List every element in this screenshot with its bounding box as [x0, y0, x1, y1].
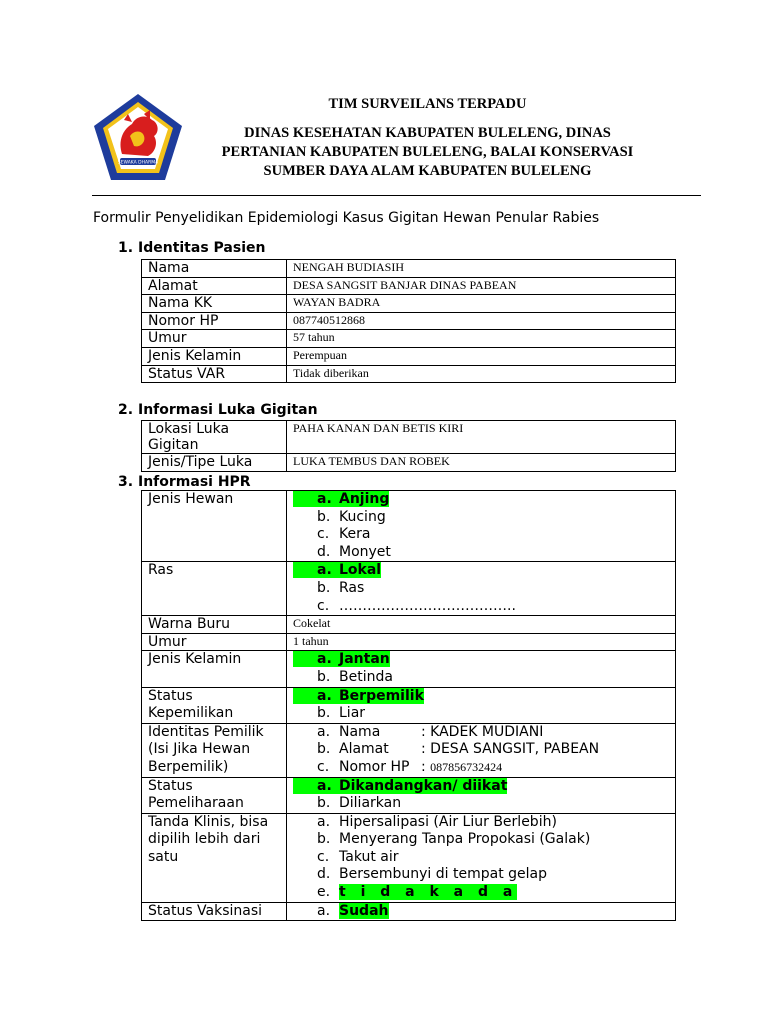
row-options: [287, 723, 676, 777]
option-a: a. Jantan: [293, 651, 669, 669]
table-row: [142, 491, 676, 562]
hpr-info-table: [141, 490, 676, 921]
option-b: b. Menyerang Tanpa Propokasi (Galak): [317, 831, 591, 848]
section-2-heading: [118, 402, 318, 418]
label-line: Status: [148, 777, 193, 794]
row-label: Jenis Kelamin: [142, 651, 287, 687]
option-b: b. Kucing: [317, 508, 386, 525]
regency-emblem-logo: [92, 92, 184, 184]
table-row: [142, 616, 676, 634]
table-row: [142, 562, 676, 616]
header-subtitle-line-3: SUMBER DAYA ALAM KABUPATEN BULELENG: [263, 163, 592, 179]
row-value: WAYAN BADRA: [287, 295, 676, 313]
section-1-heading: [118, 240, 265, 256]
section-2-number: 2.: [118, 402, 134, 418]
row-label: Nomor HP: [142, 312, 287, 330]
label-line: satu: [148, 848, 179, 865]
table-row: [142, 260, 676, 278]
section-1-number: 1.: [118, 240, 134, 256]
table-row: [142, 330, 676, 348]
row-options: [287, 777, 676, 813]
option-e: e. t i d a k a d a: [317, 884, 518, 901]
row-label: Warna Buru: [142, 616, 287, 634]
table-row: [142, 777, 676, 813]
table-row: [142, 312, 676, 330]
table-row: [142, 633, 676, 651]
row-options: [287, 491, 676, 562]
option-a: a. Sudah: [317, 902, 389, 919]
row-options: [287, 902, 676, 921]
row-label: Umur: [142, 633, 287, 651]
header-subtitle-line-2: PERTANIAN KABUPATEN BULELENG, BALAI KONSERVASI: [221, 144, 634, 160]
row-label: Nama KK: [142, 295, 287, 313]
table-row: [142, 347, 676, 365]
row-label: Status Vaksinasi: [142, 902, 287, 921]
section-2-title: Informasi Luka Gigitan: [138, 402, 318, 418]
owner-address: b. Alamat : DESA SANGSIT, PABEAN: [317, 741, 600, 758]
row-value: LUKA TEMBUS DAN ROBEK: [287, 454, 676, 472]
table-row: [142, 421, 676, 454]
owner-phone: c. Nomor HP : 087856732424: [317, 758, 503, 775]
option-a: a. Anjing: [293, 491, 669, 509]
row-label: Umur: [142, 330, 287, 348]
patient-identity-table: [141, 259, 676, 383]
row-value: Perempuan: [287, 347, 676, 365]
table-row: [142, 813, 676, 902]
label-line: Pemeliharaan: [148, 795, 244, 812]
row-label: Jenis/Tipe Luka: [142, 454, 287, 472]
row-value: 57 tahun: [287, 330, 676, 348]
row-label: Jenis Hewan: [142, 491, 287, 562]
option-a: a. Berpemilik: [293, 688, 669, 706]
row-value: 1 tahun: [287, 633, 676, 651]
row-value: 087740512868: [287, 312, 676, 330]
row-options: [287, 651, 676, 687]
row-label: [142, 813, 287, 902]
option-a: a. Hipersalipasi (Air Liur Berlebih): [317, 813, 557, 830]
row-label: Alamat: [142, 277, 287, 295]
table-row: [142, 651, 676, 687]
row-value: Cokelat: [287, 616, 676, 634]
option-b: b. Ras: [317, 579, 365, 596]
label-line: Berpemilik): [148, 758, 229, 775]
row-value: Tidak diberikan: [287, 365, 676, 383]
logo-motto-text: SEWAKA DHARMA: [117, 160, 159, 166]
row-label: [142, 723, 287, 777]
option-a: a. Lokal: [293, 562, 669, 580]
row-options: [287, 687, 676, 723]
table-row: [142, 902, 676, 921]
row-label: Jenis Kelamin: [142, 347, 287, 365]
table-row: [142, 295, 676, 313]
header-subtitle-line-1: DINAS KESEHATAN KABUPATEN BULELENG, DINAS: [244, 125, 611, 141]
option-a: a. Dikandangkan/ diikat: [293, 778, 669, 796]
owner-name: a. Nama : KADEK MUDIANI: [317, 723, 544, 740]
bite-wound-table: [141, 420, 676, 472]
header-subtitle: [180, 124, 675, 181]
table-row: [142, 454, 676, 472]
label-line: dipilih lebih dari: [148, 831, 261, 848]
row-label: Ras: [142, 562, 287, 616]
label-line: Tanda Klinis, bisa: [148, 813, 269, 830]
row-label: Nama: [142, 260, 287, 278]
row-label: Status Kepemilikan: [142, 687, 287, 723]
row-value: NENGAH BUDIASIH: [287, 260, 676, 278]
option-d: d. Bersembunyi di tempat gelap: [317, 866, 548, 883]
option-c: c. Takut air: [317, 848, 399, 865]
option-b: b. Diliarkan: [317, 795, 402, 812]
option-b: b. Betinda: [317, 668, 393, 685]
row-value: PAHA KANAN DAN BETIS KIRI: [287, 421, 676, 454]
form-title: Formulir Penyelidikan Epidemiologi Kasus Gigitan Hewan Penular Rabies: [93, 210, 600, 226]
option-c: c. ………………………………..: [317, 597, 516, 614]
header-divider: [92, 195, 701, 196]
section-3-number: 3.: [118, 474, 134, 490]
label-line: (Isi Jika Hewan: [148, 741, 251, 758]
section-3-title: Informasi HPR: [138, 474, 251, 490]
row-value: DESA SANGSIT BANJAR DINAS PABEAN: [287, 277, 676, 295]
table-row: [142, 723, 676, 777]
header-title: TIM SURVEILANS TERPADU: [328, 96, 527, 112]
row-label: [142, 777, 287, 813]
option-d: d. Monyet: [317, 543, 391, 560]
row-options: [287, 562, 676, 616]
label-line: Identitas Pemilik: [148, 723, 264, 740]
row-options: [287, 813, 676, 902]
option-c: c. Kera: [317, 526, 371, 543]
table-row: [142, 277, 676, 295]
table-row: [142, 687, 676, 723]
row-label: Lokasi Luka Gigitan: [142, 421, 287, 454]
table-row: [142, 365, 676, 383]
row-label: Status VAR: [142, 365, 287, 383]
section-3-heading: [118, 474, 251, 490]
section-1-title: Identitas Pasien: [138, 240, 266, 256]
option-b: b. Liar: [317, 705, 366, 722]
